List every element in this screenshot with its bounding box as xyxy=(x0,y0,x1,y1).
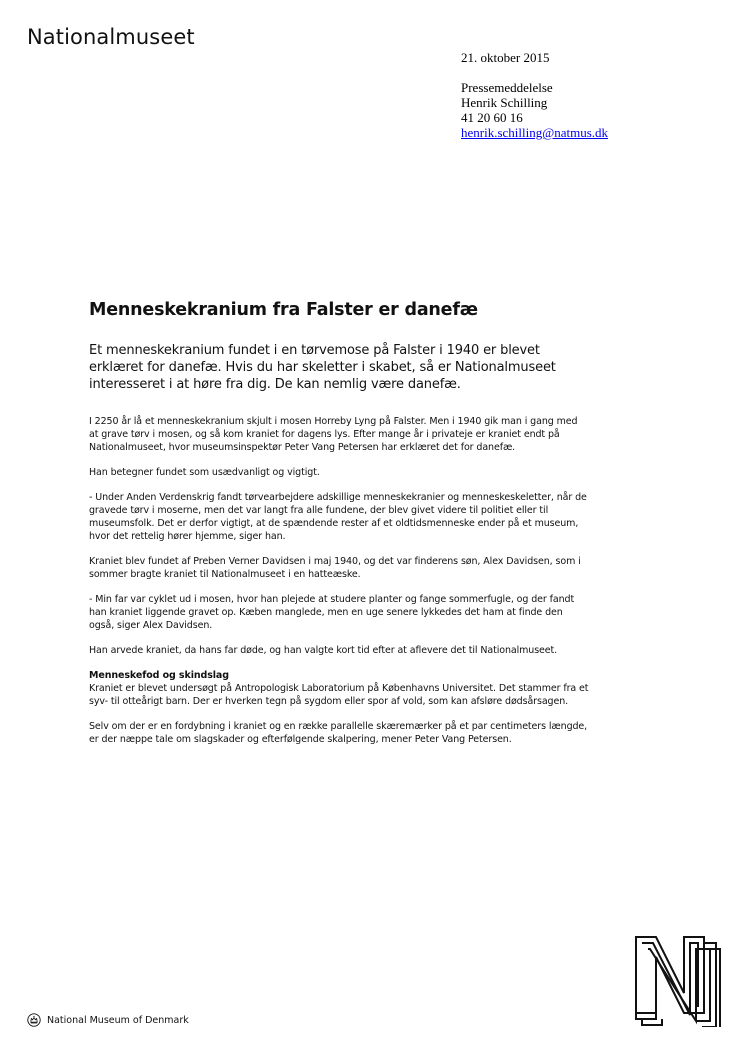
release-type: Pressemeddelelse xyxy=(461,80,553,95)
article-lead: Et menneskekranium fundet i en tørvemose på Falster i 1940 er blevet erklæret for danefæ. Hvis du har skeletter i skabet, så er Nationalmuseet interesseret i at høre fra dig. De kan nemlig være danefæ. xyxy=(89,343,556,392)
contact-email-link[interactable]: henrik.schilling@natmus.dk xyxy=(461,125,609,140)
contact-name: Henrik Schilling xyxy=(461,95,548,110)
article-paragraph: Selv om der er en fordybning i kraniet og en række parallelle skæremærker på et par centimeters længde, er der næppe tale om slagskader og efterfølgende skalpering, mener Peter Vang Petersen. xyxy=(89,721,588,745)
article-paragraph: Han betegner fundet som usædvanligt og vigtigt. xyxy=(89,467,320,478)
n-logo-icon xyxy=(634,935,722,1027)
article-paragraph: Kraniet er blevet undersøgt på Antropologisk Laboratorium på Københavns Universitet. Det stammer fra et syv- til otteårigt barn. Der er hverken tegn på sygdom eller spor af vold, som kan afsløre dødsårsagen. xyxy=(89,683,589,707)
meta-spacer xyxy=(461,65,608,80)
press-meta-block xyxy=(461,50,608,140)
article-subheading: Menneskefod og skindslag xyxy=(89,670,229,681)
nationalmuseet-logo: Nationalmuseet xyxy=(27,25,195,49)
footer-text: National Museum of Denmark xyxy=(47,1014,189,1026)
article-paragraph: Kraniet blev fundet af Preben Verner Davidsen i maj 1940, og det var finderens søn, Alex Davidsen, som i sommer bragte kraniet til Nationalmuseet i en hatteæske. xyxy=(89,556,581,580)
article-paragraph: I 2250 år lå et menneskekranium skjult i mosen Horreby Lyng på Falster. Men i 1940 gik man i gang med at grave tørv i mosen, og så kom kraniet for dagens lys. Efter mange år i privateje er kraniet endt på Nationalmuseet, hvor museumsinspektør Peter Vang Petersen har erklæret det for danefæ. xyxy=(89,416,578,453)
release-date: 21. oktober 2015 xyxy=(461,50,550,65)
contact-phone: 41 20 60 16 xyxy=(461,110,523,125)
article-body xyxy=(89,300,589,758)
footer xyxy=(27,1013,189,1027)
article-paragraph: Han arvede kraniet, da hans far døde, og han valgte kort tid efter at aflevere det til Nationalmuseet. xyxy=(89,645,558,656)
article-paragraph: - Under Anden Verdenskrig fandt tørvearbejdere adskillige menneskekranier og menneskeskeletter, når de gravede tørv i moserne, men det var langt fra alle fundene, der blev givet videre til politiet eller til museumsfolk. Det er derfor vigtigt, at de spændende rester af et oldtidsmenneske ender på et museum, hvor det rettelig hører hjemme, siger han. xyxy=(89,492,587,542)
article-headline: Menneskekranium fra Falster er danefæ xyxy=(89,300,478,320)
crown-icon xyxy=(27,1013,41,1027)
article-paragraph: - Min far var cyklet ud i mosen, hvor han plejede at studere planter og fange sommerfugle, og der fandt han kraniet liggende gravet op. Kæben manglede, men en uge senere lykkedes det ham at finde den også, siger Alex Davidsen. xyxy=(89,594,575,631)
